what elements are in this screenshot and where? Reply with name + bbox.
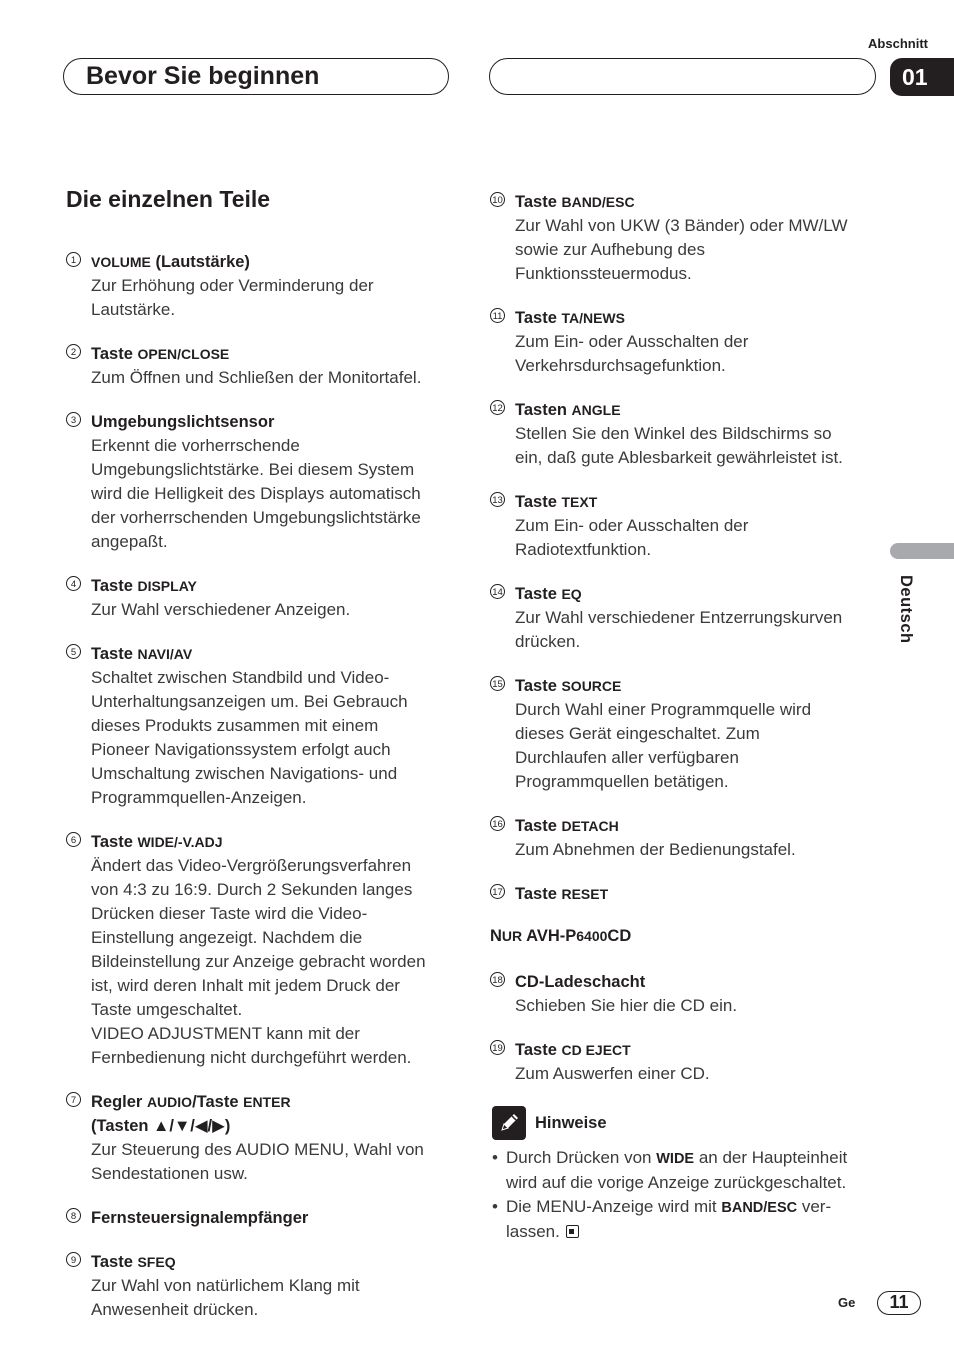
chapter-title-box: [63, 58, 449, 95]
item-description: Zur Steuerung des AUDIO MENU, Wahl von Sendestationen usw.: [91, 1140, 424, 1183]
item-heading: VOLUME (Lautstärke): [91, 253, 250, 271]
part-item: [66, 250, 452, 322]
part-item: [66, 642, 452, 810]
part-item: [66, 342, 452, 390]
item-heading: Taste OPEN/CLOSE: [91, 345, 230, 363]
part-item: [490, 582, 876, 654]
item-heading: Taste SOURCE: [515, 677, 622, 695]
item-heading: Taste CD EJECT: [515, 1041, 631, 1059]
item-description: Erkennt die vorherrschende Umgebungslichtstärke. Bei diesem System wird die Helligkeit des Displays automatisch der vorherrschenden Umgebungslichtstärke angepaßt.: [91, 436, 421, 551]
page-number: 11: [877, 1291, 921, 1315]
item-number-badge: 15: [490, 676, 505, 691]
item-description: Durch Wahl einer Programmquelle wird dieses Gerät eingeschaltet. Zum Durchlaufen aller verfügbaren Programmquellen betätigen.: [515, 700, 812, 791]
item-number-badge: 19: [490, 1040, 505, 1055]
item-number-badge: 17: [490, 884, 505, 899]
part-item: [66, 1206, 452, 1230]
part-item: [490, 306, 876, 378]
part-item: [490, 970, 876, 1018]
notes-section: [490, 1106, 876, 1244]
chapter-number-tab: [890, 58, 954, 96]
item-number-badge: 4: [66, 576, 81, 591]
item-description: Zum Ein- oder Ausschalten der Verkehrsdurchsagefunktion.: [515, 332, 749, 375]
notes-title: Hinweise: [535, 1113, 607, 1132]
item-number-badge: 6: [66, 832, 81, 847]
item-heading: Taste RESET: [515, 885, 609, 903]
note-pencil-icon: [492, 1106, 526, 1140]
item-number-badge: 16: [490, 816, 505, 831]
part-item: [66, 1250, 452, 1322]
item-description: Zur Wahl verschiedener Entzerrungskurven drücken.: [515, 608, 843, 651]
item-number-badge: 7: [66, 1092, 81, 1107]
item-heading: Umgebungslichtsensor: [91, 413, 275, 431]
part-item: [490, 1038, 876, 1086]
item-number-badge: 8: [66, 1208, 81, 1223]
item-number-badge: 12: [490, 400, 505, 415]
item-description: Zum Öffnen und Schließen der Monitortafel.: [91, 368, 422, 387]
note-item: • Die MENU-Anzeige wird mit BAND/ESC ver- lassen.: [492, 1197, 832, 1241]
part-item: [66, 1090, 452, 1186]
part-item: [490, 490, 876, 562]
part-item: [490, 882, 876, 906]
language-abbreviation: Ge: [838, 1295, 856, 1310]
item-heading: Regler AUDIO/Taste ENTER (Tasten ▲/▼/◀/▶): [91, 1093, 291, 1135]
item-heading: CD-Ladeschacht: [515, 973, 646, 991]
item-description: Zum Abnehmen der Bedienungstafel.: [515, 840, 796, 859]
item-description: Zur Wahl von natürlichem Klang mit Anwesenheit drücken.: [91, 1276, 360, 1319]
item-heading: Taste TA/NEWS: [515, 309, 625, 327]
end-mark-icon: [566, 1225, 579, 1238]
item-number-badge: 5: [66, 644, 81, 659]
language-label: Deutsch: [897, 575, 915, 644]
item-description: Stellen Sie den Winkel des Bildschirms so ein, daß gute Ablesbarkeit gewährleistet ist.: [515, 424, 843, 467]
item-number-badge: 14: [490, 584, 505, 599]
item-number-badge: 3: [66, 412, 81, 427]
left-column: [66, 250, 452, 1342]
item-heading: Taste TEXT: [515, 493, 598, 511]
section-label: Abschnitt: [868, 36, 928, 51]
item-number-badge: 10: [490, 192, 505, 207]
note-item: • Durch Drücken von WIDE an der Haupteinheit wird auf die vorige Anzeige zurückgeschaltet.: [492, 1148, 848, 1192]
item-heading: Taste DISPLAY: [91, 577, 197, 595]
item-number-badge: 11: [490, 308, 505, 323]
item-description: Zur Wahl verschiedener Anzeigen.: [91, 600, 351, 619]
item-number-badge: 13: [490, 492, 505, 507]
chapter-title: Bevor Sie beginnen: [86, 62, 320, 90]
item-heading: Tasten ANGLE: [515, 401, 621, 419]
item-description: Ändert das Video-Vergrößerungsverfahren von 4:3 zu 16:9. Durch 2 Sekunden langes Drücken dieser Taste wird die Video- Einstellung angezeigt. Nachdem die Bildeinstellung zur Anzeige gebracht worden ist, wird deren Inhalt mit jedem Druck der Taste umgeschaltet. VIDEO ADJUSTMENT kann mit der Fernbedienung nicht durchgeführt werden.: [91, 856, 426, 1067]
language-tab-bar: [890, 543, 954, 559]
item-heading: Taste WIDE/-V.ADJ: [91, 833, 223, 851]
item-description: Zum Auswerfen einer CD.: [515, 1064, 710, 1083]
item-description: Zur Erhöhung oder Verminderung der Lautstärke.: [91, 276, 374, 319]
item-description: Schieben Sie hier die CD ein.: [515, 996, 738, 1015]
item-description: Zur Wahl von UKW (3 Bänder) oder MW/LW sowie zur Aufhebung des Funktionssteuermodus.: [515, 216, 848, 283]
part-item: [66, 830, 452, 1070]
item-description: Zum Ein- oder Ausschalten der Radiotextfunktion.: [515, 516, 749, 559]
item-heading: Taste NAVI/AV: [91, 645, 193, 663]
item-number-badge: 18: [490, 972, 505, 987]
item-heading: Taste DETACH: [515, 817, 619, 835]
item-heading: Taste SFEQ: [91, 1253, 176, 1271]
item-heading: Fernsteuersignalempfänger: [91, 1209, 309, 1227]
item-number-badge: 2: [66, 344, 81, 359]
right-column: [490, 190, 876, 1244]
chapter-number: 01: [902, 63, 928, 90]
item-number-badge: 9: [66, 1252, 81, 1267]
part-item: [490, 398, 876, 470]
part-item: [66, 410, 452, 554]
item-description: Schaltet zwischen Standbild und Video- Unterhaltungsanzeigen um. Bei Gebrauch dieses Produkts zusammen mit einem Pioneer Navigationssystem erfolgt auch Umschaltung zwischen Navigations- und Programmquellen-Anzeigen.: [91, 668, 408, 807]
item-number-badge: 1: [66, 252, 81, 267]
model-subheading: NUR AVH-P6400CD: [490, 927, 632, 945]
part-item: [490, 674, 876, 794]
item-heading: Taste EQ: [515, 585, 582, 603]
part-item: [490, 190, 876, 286]
part-item: [66, 574, 452, 622]
item-heading: Taste BAND/ESC: [515, 193, 635, 211]
blank-header-box: [489, 58, 876, 95]
part-item: [490, 814, 876, 862]
section-title: Die einzelnen Teile: [66, 186, 271, 212]
